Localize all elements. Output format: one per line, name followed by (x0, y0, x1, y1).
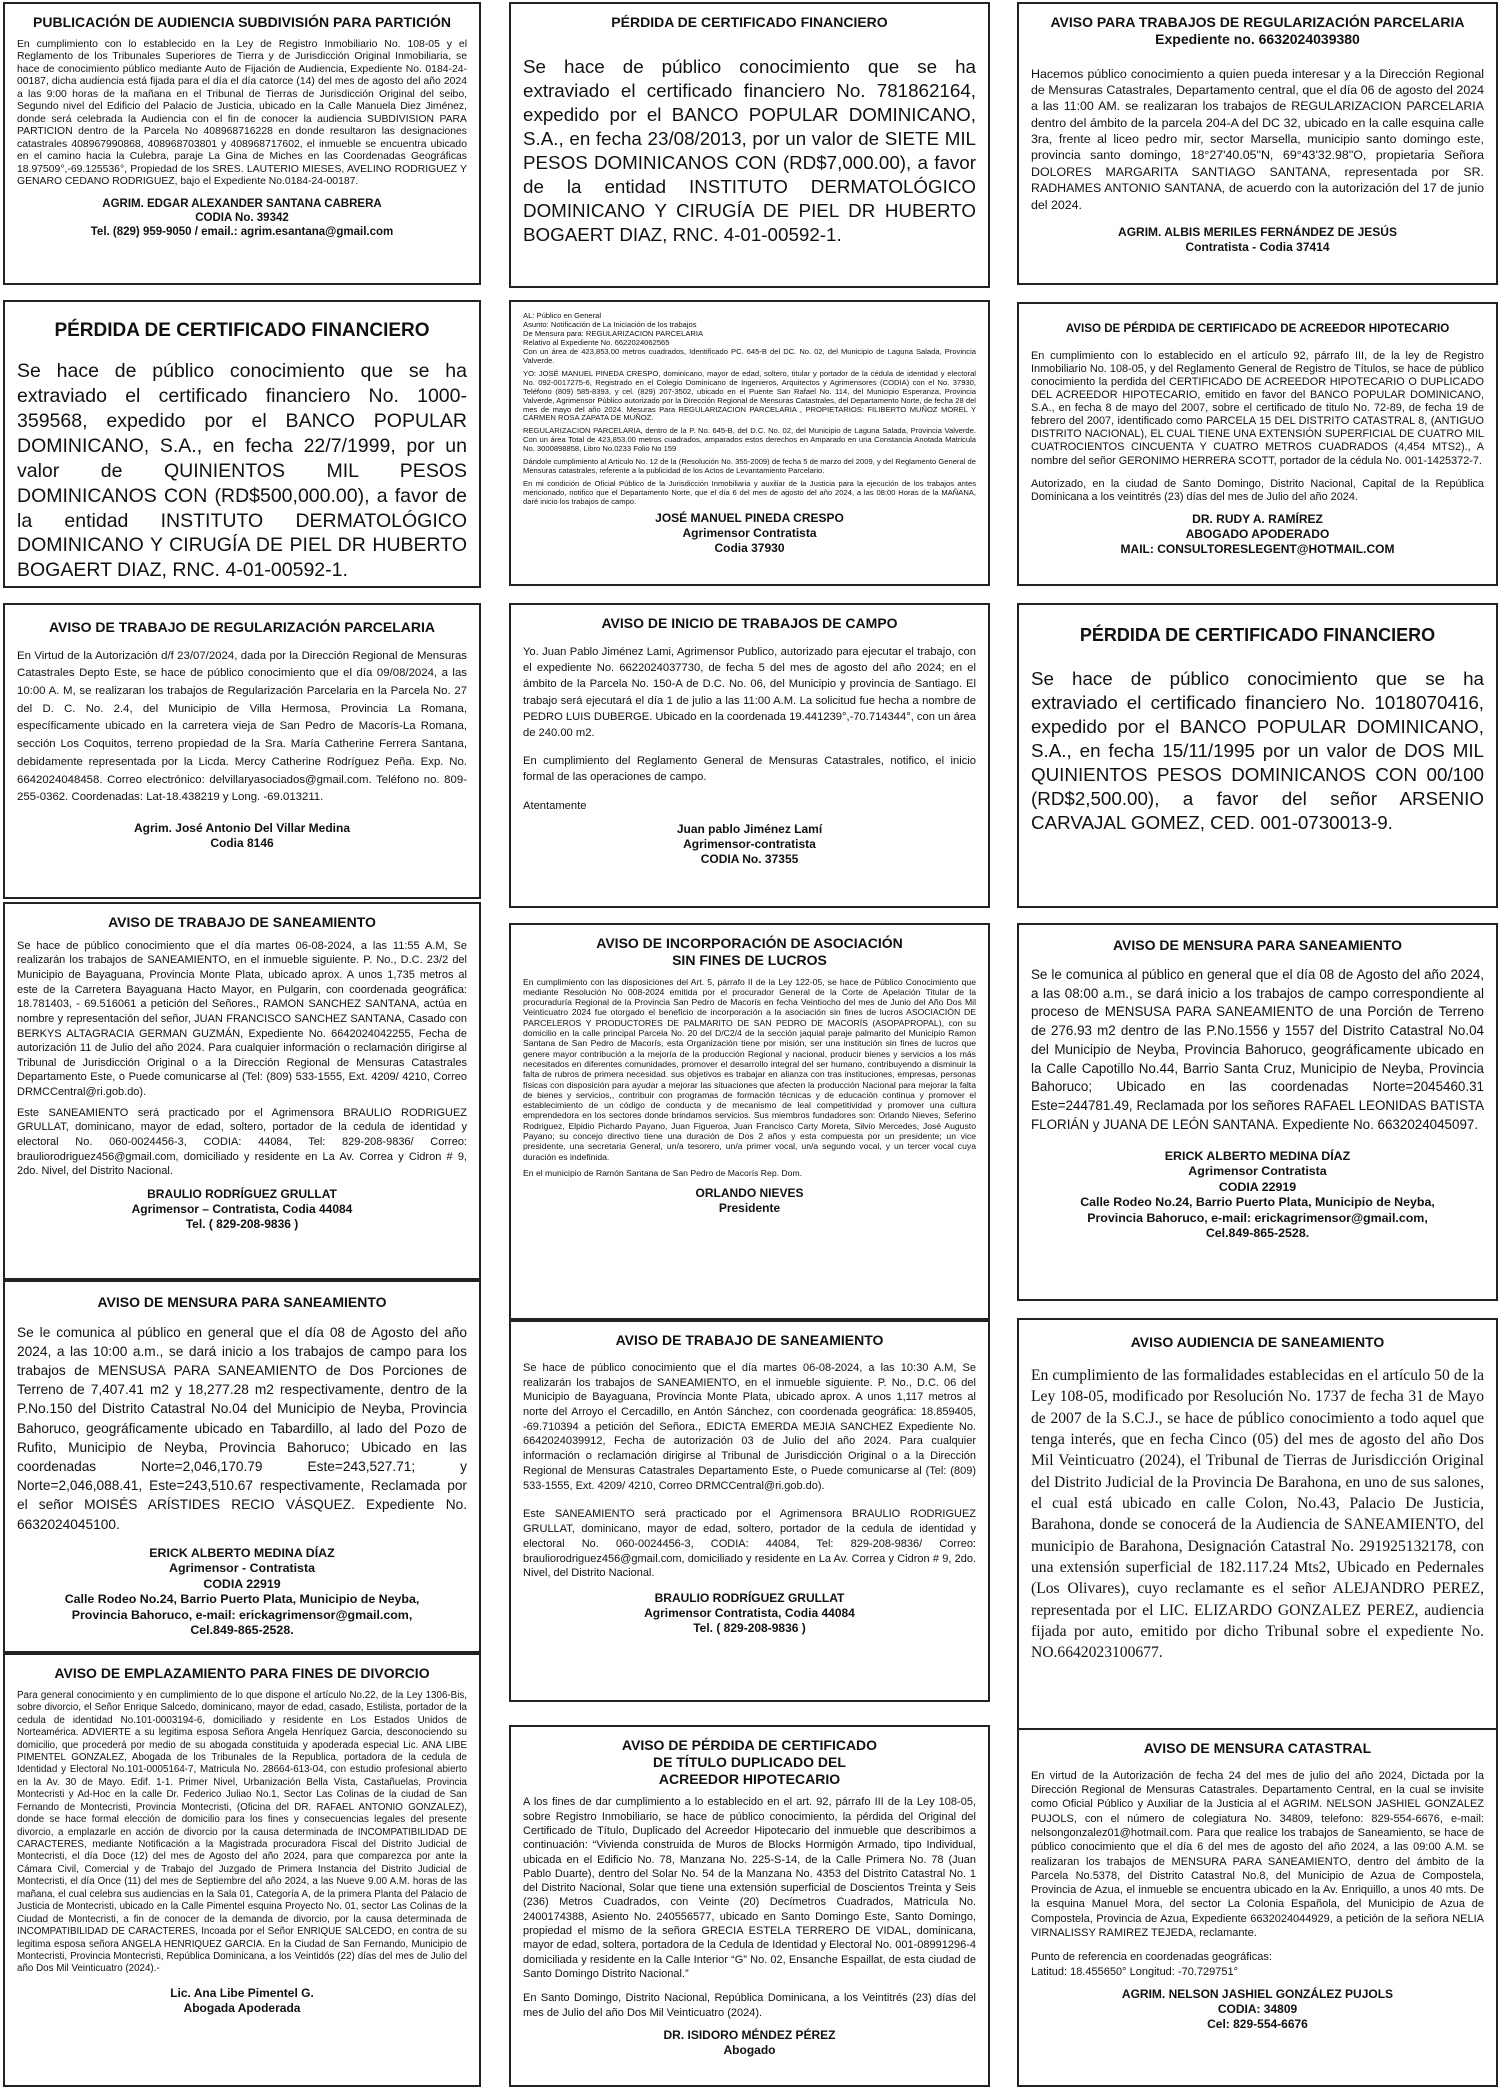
signature-name: AGRIM. EDGAR ALEXANDER SANTANA CABRERA (102, 197, 382, 210)
notice-paragraph: Atentamente (523, 799, 587, 812)
notice-paragraph: Dándole cumplimiento al Articulo No. 12 de la (Resolución No. 355-2009) de fecha 5 de marzo del 2009, y del Reglamento General de Mensuras catastrales, referente a la publicidad de los Actos de Levantamiento Parcelario. (523, 457, 976, 476)
signature-name: AGRIM. ALBIS MERILES FERNÁNDEZ DE JESÚS (1118, 224, 1397, 239)
notice-body (523, 644, 976, 814)
signature-name: AGRIM. NELSON JASHIEL GONZÁLEZ PUJOLS (1121, 1986, 1394, 2001)
notice-paragraph: A los fines de dar cumplimiento a lo establecido en el art. 92, párrafo III de la Ley 108-05, sobre Registro Inmobiliario, se hace de público conocimiento, la pérdida del Original del Certificado de Título, Duplicado del Acreedor Hipotecario del inmueble que describimos a continuación: “Vivienda construida de Muros de Blocks Hormigón Armado, tipo Individual, ubicada en el Edificio No. 78, Manzana No. 225-S-14, de la Calle Primera No. 78 (Juan Pablo Duarte), dentro del Solar No. 54 de la Manzana No. 4353 del Distrito Catastral No. 1 del Distrito Nacional, Solar que tiene una extensión superficial de Doscientos Treinta y Seis (236) Metros Cuadrados, con Veinte (20) Decímetros Cuadrados, Matricula No. 2400174388, Asiento No. 240556577, ubicado en Santo Domingo Este, Santo Domingo, propiedad el mismo de la señora GRECIA ESTELA TERRERO DE VIDAL, dominicana, mayor de edad, soltera, portadora de la Cedula de Identidad y Electoral No. 001-08991296-4 domiciliada y residente en la Calle Interior “G” No. 02, Ensanche Espaillat, de esta ciudad de Santo Domingo Distrito Nacional.” (523, 1796, 976, 1980)
notice-title (1031, 14, 1484, 48)
notice-title-line: AVISO DE INCORPORACIÓN DE ASOCIACIÓN (596, 935, 903, 951)
notice-audiencia-subdivision (3, 2, 481, 285)
notice-body: Se hace de público conocimiento que se ha extraviado el certificado financiero No. 1018070416, expedido por el BANCO POPULAR DOMINICANO, S.A., en fecha 15/11/1995 por un valor de DOS MIL QUINIENTOS PESOS DOMINICANOS CON 00/100 (RD$2,500.00), a favor del señor ARSENIO CARVAJAL GOMEZ, CED. 001-0730013-9. (1031, 667, 1484, 833)
notice-perdida-duplicado-acreedor (509, 1725, 990, 2087)
notice-title: AVISO DE TRABAJO DE REGULARIZACIÓN PARCELARIA (48, 619, 436, 635)
signature-codia: Contratista - Codia 37414 (1185, 239, 1330, 254)
signature-address: Calle Rodeo No.24, Barrio Puerto Plata, Municipio de Neyba, (64, 1592, 420, 1607)
signature-role: Agrimensor - Contratista (169, 1561, 315, 1576)
notice-title: AVISO DE TRABAJO DE SANEAMIENTO (615, 1332, 884, 1348)
notice-paragraph: Autorizado, en la ciudad de Santo Domingo, Distrito Nacional, Capital de la República Dominicana a los veintitrés (23) días del mes de Julio del año 2024. (1031, 477, 1484, 503)
signature-codia: CODIA: 34809 (1217, 2001, 1298, 2016)
notice-expediente: Expediente no. 6632024039380 (1155, 30, 1360, 47)
signature-name: ORLANDO NIEVES (695, 1186, 804, 1201)
notice-title-line: AVISO PARA TRABAJOS DE REGULARIZACIÓN PARCELARIA (1050, 14, 1465, 30)
memo-line: Con un área de 423,853.00 metros cuadrados, Identificado PC. 645-B del DC. No. 02, del Municipio de Laguna Salada, Provincia Valverde. (523, 346, 976, 365)
notice-paragraph: Este SANEAMIENTO será practicado por el Agrimensora BRAULIO RODRIGUEZ GRULLAT, dominicano, mayor de edad, soltero, portador de la cedula de identidad y electoral No. 060-0024456-3, CODIA: 44084, Tel: 829-208-9836/ Correo: brauliorodriguez456@gmail.com, domiciliado y residente en La Av. Correa y Cidron # 9, 2do. Nivel, del Distrito Nacional. (17, 1106, 467, 1178)
notice-perdida-certificado-500000 (3, 300, 481, 588)
signature-email: MAIL: CONSULTORESLEGENT@HOTMAIL.COM (1120, 541, 1395, 556)
notice-paragraph: En el municipio de Ramón Santana de San Pedro de Macorís Rep. Dom. (523, 1167, 803, 1178)
signature-phone: Cel.849-865-2528. (190, 1623, 294, 1638)
signature-role: Presidente (718, 1201, 781, 1216)
signature-block (523, 822, 976, 867)
signature-codia: CODIA 22919 (203, 1576, 281, 1591)
signature-block (1031, 1987, 1484, 2032)
notice-title-line: SIN FINES DE LUCROS (672, 951, 827, 968)
signature-address: Calle Rodeo No.24, Barrio Puerto Plata, Municipio de Neyba, (1080, 1195, 1435, 1210)
signature-phone: Tel. ( 829-208-9836 ) (693, 1621, 806, 1636)
notice-paragraph: REGULARIZACION PARCELARIA, dentro de la P. No. 645-B, del D.C. No. 02, del Municipio de Laguna Salada, Provincia Valverde. Con un área Total de 423,853.00 metros cuadrados, amparados estos derechos en Amparado en una Constancia Anotada Matricula No. 3000898858, Libro No.0233 Folio No 159 (523, 426, 976, 454)
notice-paragraph: Punto de referencia en coordenadas geográficas: (1031, 1951, 1272, 1964)
signature-block (17, 821, 467, 851)
signature-block (1031, 512, 1484, 557)
signature-block (523, 511, 976, 556)
notice-title-line: ACREEDOR HIPOTECARIO (658, 1770, 841, 1787)
notice-title (523, 935, 976, 969)
signature-block (1031, 225, 1484, 255)
notice-body: En cumplimiento con lo establecido en la Ley de Registro Inmobiliario No. 108-05 y el Reglamento de los Tribunales Superiores de Tierra y de Jurisdicción Original Inmobiliaria, se hace de conocimiento público mediante Auto de Fijación de Audiencia, Expediente No. 0184-24-00187, dicha audiencia está fijada para el día el día catorce (14) del mes de agosto del año 2024 a las 9:00 horas de la mañana en el Tribunal de Tierras de Jurisdicción Original del seibo, Segundo nivel del Edificio del Palacio de Justicia, ubicado en la Calle Manuela Diez Jiménez, donde será celebrada la Audiencia con el fin de conocer la audiencia SUBDIVISION PARA PARTICION dentro de la Parcela No 408968716228 en donde resultaron las designaciones catastrales 408967990868, 408968703801 y 408968717602, el inmueble se encuentra ubicado en el camino hacia la Culebra, paraje La Gina de Miches en las Coordenadas Geográficas 18.97509°,-69.125536°, Propiedad de los SRES. LAUTERIO MIESES, AVELINO RODRIGUEZ Y GENARO CEDANO RODRIGUEZ, bajo el Expediente No.0184-24-00187. (17, 38, 467, 188)
signature-phone: Cel: 829-554-6676 (1207, 2016, 1308, 2031)
signature-block (523, 1591, 976, 1636)
notice-title: PÉRDIDA DE CERTIFICADO FINANCIERO (1079, 625, 1436, 645)
notice-body: Se hace de público conocimiento que se ha extraviado el certificado financiero No. 1000-359568, expedido por el BANCO POPULAR DOMINICANO, S.A., en fecha 22/7/1999, por un valor de QUINIENTOS MIL PESOS DOMINICANOS CON (RD$500,000.00), a favor de la entidad INSTITUTO DERMATOLÓGICO DOMINICANO Y CIRUGÍA DE PIEL DR HUBERTO BOGAERT DIAZ, RNC. 4-01-00592-1. (17, 359, 467, 582)
signature-role: Agrimensor-contratista (683, 836, 816, 851)
notice-title: AVISO DE INICIO DE TRABAJOS DE CAMPO (601, 615, 898, 631)
notice-mensura-saneamiento-neyba (1017, 923, 1498, 1301)
notice-paragraph: YO: JOSÉ MANUEL PINEDA CRESPO, dominicano, mayor de edad, soltero, titular y portador de la cédula de identidad y electoral No. 092-0017275-6, Registrado en el Colegio Dominicano de Ingenieros, Arquitectos y Agrimensores (CODIA) con el No. 37930, Teléfono (809) 585-8393, y cel. (829) 207-3502, ubicado en el Puente San Rafael No. 114, del Municipio Esperanza, Provincia Valverde, Agrimensor Público autorizado por la Dirección Regional de Mensuras Catastrales, del Departamento Norte, de fecha 28 del mes de mayo del año 2024. Mesuras Para REGULARIZACION PARCELARIA , PROPIETARIOS: FILIBERTO MUÑOZ MOREL Y CARMEN ROSA ZAPATA DE MUÑOZ. (523, 368, 976, 423)
memo-line: Relativo al Expediente No. 6622024062565 (523, 337, 670, 347)
signature-role: Agrimensor Contratista, Codia 44084 (644, 1606, 855, 1621)
notice-title (523, 1737, 976, 1787)
memo-line: Asunto: Notificación de La Iniciación de los trabajos (523, 319, 697, 329)
notice-mensura-catastral-azua (1017, 1728, 1498, 2087)
notice-title: AVISO DE PÉRDIDA DE CERTIFICADO DE ACREEDOR HIPOTECARIO (1065, 322, 1450, 335)
notice-saneamiento-bayaguana-2 (509, 1320, 990, 1702)
notice-body: En cumplimiento de las formalidades establecidas en el artículo 50 de la Ley 108-05, modificado por Resolución No. 1737 de fecha 31 de Mayo de 2007 de la S.C.J., se hace de público conocimiento a todo aquel que tenga interés, que en fecha Cinco (05) del mes de agosto del año Dos Mil Veinticuatro (2024), el Tribunal de Tierras de Jurisdicción Original del Distrito Judicial de la Provincia De Barahona, en uno de sus salones, el cual está ubicado en calle Colon, No.43, Palacio De Justicia, Barahona, donde se conocerá de la Audiencia de SANEAMIENTO, del municipio de Barahona, Designación Catastral No. 291925132178, con una extensión superficial de 182.117.24 Mts2, Ubicado en Pedernales (Los Olivares), cuyo reclamante es el señor ALEJANDRO PEREZ, representada por el LIC. ELIZARDO GONZALEZ PEREZ, audiencia fijada por auto, emitido por dicho Tribunal sobre el expediente No. NO.6642023100677. (1031, 1366, 1484, 1662)
signature-codia: CODIA No. 39342 (195, 211, 289, 224)
signature-name: ERICK ALBERTO MEDINA DÍAZ (1164, 1148, 1351, 1163)
signature-block (17, 197, 467, 240)
notice-title: PÉRDIDA DE CERTIFICADO FINANCIERO (54, 320, 430, 341)
notice-paragraph: Este SANEAMIENTO será practicado por el Agrimensora BRAULIO RODRIGUEZ GRULLAT, dominicano, mayor de edad, soltero, portador de la cedula de identidad y electoral No. 060-0024456-3, CODIA: 44084, Tel: 829-208-9836/ Correo: brauliorodriguez456@gmail.com, domiciliado y residente en La Av. Correa y Cidron # 9, 2do. Nivel, del Distrito Nacional. (523, 1508, 976, 1580)
notice-body (523, 977, 976, 1179)
signature-role: ABOGADO APODERADO (1185, 526, 1330, 541)
notice-regularizacion-parcelaria-marsella (1017, 2, 1498, 285)
signature-block (523, 1186, 976, 1216)
signature-codia: CODIA 22919 (1218, 1179, 1297, 1194)
notice-body (1031, 1769, 1484, 1979)
notice-incorporacion-asociacion (509, 923, 990, 1320)
signature-block (523, 2028, 976, 2058)
notice-mensura-saneamiento-tabardillo (3, 1280, 481, 1653)
signature-email: Provincia Bahoruco, e-mail: erickagrimensor@gmail.com, (71, 1607, 413, 1622)
signature-name: ERICK ALBERTO MEDINA DÍAZ (149, 1545, 335, 1560)
signature-name: Agrim. José Antonio Del Villar Medina (133, 820, 351, 835)
signature-block (17, 1187, 467, 1232)
signature-name: DR. ISIDORO MÉNDEZ PÉREZ (663, 2027, 836, 2042)
signature-block (17, 1546, 467, 1639)
notice-paragraph: Yo. Juan Pablo Jiménez Lami, Agrimensor Publico, autorizado para ejecutar el trabajo, con el expediente No. 6622024037730, de fecha 5 del mes de agosto del año 2024; en el ámbito de la Parcela No. 150-A de D.C. No. 06, del Municipio y provincia de Santiago. El trabajo será ejecutará el día 1 de julio a las 11:00 A.M. La solicitud fue hecha a nombre de PEDRO LUIS DUBERGE. Ubicado en la coordenada 19.441239°,-70.714344°, con un área de 240.00 m2. (523, 645, 976, 739)
notice-body (1031, 350, 1484, 504)
notice-perdida-certificado-7000 (509, 2, 990, 288)
notice-body (523, 1795, 976, 2019)
memo-line: De Mensura para: REGULARIZACION PARCELARIA (523, 328, 704, 338)
signature-contact: Tel. (829) 959-9050 / email.: agrim.esantana@gmail.com (90, 226, 394, 239)
signature-codia: CODIA No. 37355 (700, 851, 799, 866)
notice-paragraph: Se hace de público conocimiento que el día martes 06-08-2024, a las 11:55 A.M, Se realizarán los trabajos de SANEAMIENTO, en el inmueble siguiente. P. No., D.C. 23/2 del Municipio de Bayaguana, Provincia Monte Plata, ubicado aprox. A unos 1,735 metros al este de la Carretera Bayaguana Hacto Mayor, en Pulgarin, con coordenada geográfica: 18.781403, - 69.516061 a petición del Señores., RAMON SANCHEZ SANTANA, actúa en nombre y representación del señor, JUAN FRANCISCO SANCHEZ SANTANA, Casado con BERKYS ALTAGRACIA GERMAN GUZMÁN, Expediente No. 6642024042255, Fecha de autorización 11 de Julio del año 2024. Para cualquier información o reclamación dirigirse al Tribunal de Jurisdicción Original o a la Dirección Regional de Mensuras Catastrales Departamento Este, o Puede comunicarse al (Tel: (809) 533-1555, Ext. 4209/ 4210, Correo DRMCCentral@ri.gob.do). (17, 939, 467, 1099)
signature-role: Abogada Apoderada (183, 2000, 301, 2015)
notice-title-line: DE TÍTULO DUPLICADO DEL (653, 1753, 846, 1770)
notice-body (523, 312, 976, 507)
signature-role: Agrimensor – Contratista, Codia 44084 (131, 1201, 353, 1216)
notice-emplazamiento-divorcio (3, 1653, 481, 2087)
signature-name: BRAULIO RODRÍGUEZ GRULLAT (147, 1186, 337, 1201)
signature-name: DR. RUDY A. RAMÍREZ (1192, 511, 1323, 526)
notice-paragraph: En cumplimiento con las disposiciones del Art. 5, párrafo II de la Ley 122-05, se hace de Público Conocimiento que mediante Resolución No 008-2024 emitida por el procurador General de la Corte de Apelación Titular de la procuraduría Regional de la Provincia San Pedro de Macorís en fecha Veintiocho del mes de Junio del Año Dos Mil Veinticuatro 2024 fue otorgado el beneficio de incorporación a la asociación sin fines de lucros ASOCIACIÓN DE PARCELEROS Y PRODUCTORES DE PALMARITO DE SAN PEDRO DE MACORÍS (ASOPAPROPAL), con su domicilio en la calle principal Parcela No. 20 del D/C2/4 de la sección jaquial paraje palmarito del Municipio Ramon Santana de San Pedro de Macorís, esta Organización tiene por misión, ser una institución sin fines de lucros que genere mayor contribución a la mejoría de la producción Regional y nacional, producir bienes y servicios a los más necesitados en diferentes comunidades, promover el desarrollo integral del ser humano, contribuyendo a disminuir la falta de rubros de primera necesidad. sus objetivos es trabajar en alianza con tras instituciones, empresas, personas físicas con disposición para ayudar a mejorar las situaciones que afecten la producción Nacional para mejorar la falta de bienes y servicios,, contribuir con programas de formación técnicas y de educación continua y promover el establecimiento de un código de conducta y de mecanismo de leal competitividad y promover una cultura emprendedora en los sectores donde brindamos servicios. Sus miembros fundadores son: Orlando Nieves, Seferino Rodriguez, Elpidio Pichardo Payano, Juan Figueroa, Juan Francisco Carty Moreta, Silvio Mercedes, José Augusto Payano; su concejo directivo tiene una duración de Dos 2 años y esta compuesta por un presidente; un vice presidente, una secretaria General, un/a tesorero, un/a primer vocal, un/a segundo vocal, y un tercer vocal cuya duración es indefinida. (523, 976, 976, 1162)
signature-name: Juan pablo Jiménez Lamí (676, 821, 823, 836)
notice-saneamiento-bayaguana-1 (3, 902, 481, 1280)
notice-title: AVISO DE MENSURA PARA SANEAMIENTO (97, 1294, 387, 1310)
notice-perdida-certificado-2500 (1017, 603, 1498, 908)
signature-block (17, 1986, 467, 2016)
notice-body: En Virtud de la Autorización d/f 23/07/2024, dada por la Dirección Regional de Mensuras Catastrales Depto Este, se hace de público conocimiento que el día 09/08/2024, a las 10:00 A. M, se realizaran los trabajos de Regularización Parcelaria en la Parcela No. 27 del D. C. No. 2.4, del Municipio de Villa Hermosa, Provincia La Romana, específicamente ubicado en la carretera vieja de San Pedro de Macorís-La Romana, sección Los Coquitos, terreno propiedad de la Sra. María Catherine Ferrera Santana, debidamente representada por la Licda. Mercy Catherine Rodríguez Peña. Exp. No. 6642024048458. Correo electrónico: delvillaryasociados@gmail.com. Teléfono no. 809-255-0362. Coordenadas: Lat-18.438219 y Long. -69.013211. (17, 649, 467, 804)
notice-paragraph: En virtud de la Autorización de fecha 24 del mes de julio del año 2024, Dictada por la Dirección Regional de Mensuras Catastrales. Departamento Central, en la cual se invisite como Oficial Público y Auxiliar de la Justicia al el AGRIM. NELSON JASHIEL GONZALEZ PUJOLS, con el número de colegiatura No. 34809, telefono: 829-554-6676, e-mail: nelsongonzalez01@hotmail.com. Para que realice los trabajos de Saneamiento, se hace de público conocimiento que el día 6 del mes de agosto del año 2024, a las 09:00 A.M. se realizaran los trabajos de MENSURA PARA SANEAMIENTO, dentro del ámbito de la Parcela No.5378, del Distrito Catastral No.8, del Municipio de Azua de Compostela, Provincia de Azua, el inmueble se encuentra ubicado en la Av. Enriquillo, a unos 40 mts. De la esquina Manuel Mora, del sector La Colonia Española, del Municipio de Azua de Compostela, Provincia de Azua, Expediente 6632024044929, a petición de la señora NELIA VIRNALISSY RAMIREZ TEJEDA, reclamante. (1031, 1769, 1484, 1940)
notice-paragraph: En cumplimiento del Reglamento General de Mensuras Catastrales, notifico, el inicio formal de las operaciones de campo. (523, 755, 976, 784)
notice-body: Se le comunica al público en general que el día 08 de Agosto del año 2024, a las 08:00 a.m., se dará inicio a los trabajos de campo correspondiente al proceso de MENSUSA PARA SANEAMIENTO de una Porción de Terreno de 276.93 m2 dentro de las P.No.1556 y 1557 del Distrito Catastral No.04 del Municipio de Neyba, Provincia Bahoruco, geográficamente ubicado en la Calle Capotillo No.44, Barrio Santa Cruz, Municipio de Neyba, Provincia Bahoruco; Ubicado en las coordenadas Norte=2045460.31 Este=244781.49, Reclamada por los señores RAFAEL LEONIDAS BATISTA FLORIÁN y JUANA DE LEÓN SANTANA. Expediente No. 6632024045097. (1031, 966, 1484, 1132)
notice-title: PUBLICACIÓN DE AUDIENCIA SUBDIVISIÓN PARA PARTICIÓN (33, 14, 451, 30)
notice-body: Se hace de público conocimiento que se ha extraviado el certificado financiero No. 781862164, expedido por el BANCO POPULAR DOMINICANO, S.A., en fecha 23/08/2013, por un valor de SIETE MIL PESOS DOMINICANOS CON (RD$7,000.00), a favor de la entidad INSTITUTO DERMATOLÓGICO DOMINICANO Y CIRUGÍA DE PIEL DR HUBERTO BOGAERT DIAZ, RNC. 4-01-00592-1. (523, 55, 976, 246)
notice-paragraph: Se hace de público conocimiento que el día martes 06-08-2024, a las 10:30 A.M, Se realizarán los trabajos de SANEAMIENTO, en el inmueble siguiente. P. No., D.C. 06 del Municipio de Bayaguana, Provincia Monte Plata, ubicado aprox. A unos 1,117 metros al norte del Arroyo el Cercadillo, en Antón Sánchez, con coordenada geográfica: 18.859405, -69.710394 a petición del Señora., EDICTA EMERDA MEJIA SANCHEZ Expediente No. 6642024039912, Fecha de autorización 03 de Julio del año 2024. Para cualquier información o reclamación dirigirse al Tribunal de Jurisdicción Original o a la Dirección Regional de Mensuras Catastrales Departamento Este, o Puede comunicarse al (Tel: (809) 533-1555, Ext. 4209/ 4210, Correo DRMCCentral@ri.gob.do). (523, 1361, 976, 1492)
notice-body: Para general conocimiento y en cumplimiento de lo que dispone el artículo No.22, de la Ley 1306-Bis, sobre divorcio, el Señor Enrique Salcedo, dominicano, mayor de edad, casado, Estilista, portador de la cedula de identidad No.101-0003194-6, domiciliado y residente en Los Estados Unidos de Norteamérica. ADVIERTE a su legitima esposa Señora Angela Henríquez Garcia, desconociendo su domicilio, que procederá por medio de su abogada constituida y apoderada especial Lic. ANA LIBE PIMENTEL GONZALEZ, Abogada de los Tribunales de la Republica, portadora de la cedula de Identidad y Electoral No.101-0005164-7, Matricula No. 28664-613-04, con estudio profesional abierto en la Av. 30 de Mayo. Edif. 1-1. Primer Nivel, Urbanización Bella Vista, Castañuelas, Provincia Montecristi y Ad-Hoc en la calle Dr. Federico Juliao No.1, Sector Las Colinas de la ciudad de San Fernando de Montecristi, Provincia Montecristi, (Oficina del DR. RAFAEL ANTONIO GONZALEZ), donde se hace formal elección de domicilio para los fines y consecuencias legales del presente divorcio, a emplazarle en acción de divorcio por la causa determinada de INCOMPATIBILIDAD DE CARACTERES, mediante Notificación a la Magistrada procuradora Fiscal del Distrito Judicial de Montecristi, el día Doce (12) del mes de Agosto del año 2024, para que comparezca por ante la Cámara Civil, Comercial y de Trabajo del Juzgado de Primera Instancia del Distrito Judicial de Montecristi, el día Once (11) del mes de Septiembre del año 2024, a las Nueve 9.00 A.M. horas de las mañana, el cual celebra sus audiencias en la Sala 01, Categoría A, de la primera Planta del Palacio de Justicia de Montecristi, ubicado en la Calle Pimentel esquina Proyecto No. 01, sector Las Colinas de la Ciudad de Montecristi, a fin de conocer de la demanda de divorcio, por la causa determinada de INCOMPATIBILIDAD DE CARACTERES, Incoada por el Señor ENRIQUE SALCEDO, en contra de su legitima esposa señora ANGELA HENRIQUEZ GARCIA. En la Ciudad de San Fernando, Municipio de Montecristi, Provincia Montecristi, República Dominicana, a los Veintidós (22) días del mes de Julio del año Dos Mil Veinticuatro (2024).- (17, 1689, 467, 1975)
notice-paragraph: En cumplimiento con lo establecido en el artículo 92, párrafo III, de la ley de Registro Inmobiliario No. 108-05, y del Reglamento General de Registro de Títulos, se hace de público conocimiento la perdida del CERTIFICADO DE ACREEDOR HIPOTECARIO O DUPLICADO DEL ACREEDOR HIPOTECARIO, emitido en favor del BANCO POPULAR DOMINICANO, S.A., en fecha 8 de mayo del 2007, sobre el certificado de titulo No. 72-89, de fecha 19 de febrero del 2007, identificado como PARCELA 15 DEL DISTRITO CATASTRAL 8, (ANTIGUO DISTRITO NACIONAL), EL CUAL TIENE UNA EXTENSIÓN SUPERFICIAL DE CUATRO MIL CUATROCIENTOS CINCUENTA Y CUATRO METROS CUADRADOS (4,454 MTS2)., A nombre del señor GERONIMO HERRERA SCOTT, portador de la cédula No. 001-1425372-7. (1031, 349, 1484, 467)
signature-phone: Tel. ( 829-208-9836 ) (185, 1216, 299, 1231)
notice-notificacion-regularizacion-laguna-salada (509, 300, 990, 586)
notice-body (17, 939, 467, 1179)
notice-title: AVISO DE EMPLAZAMIENTO PARA FINES DE DIVORCIO (54, 1665, 430, 1681)
signature-codia: Codia 37930 (714, 541, 785, 556)
notice-perdida-acreedor-hipotecario (1017, 302, 1498, 586)
notice-body: Se le comunica al público en general que el día 08 de Agosto del año 2024, a las 10:00 a.m., se dará inicio a los trabajos de campo para los trabajos de MENSUSA PARA SANEAMIENTO de Dos Porciones de Terreno de 7,407.41 m2 y 18,277.28 m2 respectivamente, dentro de la P.No.150 del Distrito Catastral No.04 del Municipio de Neyba, Provincia Bahoruco, geográficamente ubicado en Tabardillo, al lado del Pozo de Rufito, Municipio de Neyba, Provincia Bahoruco; Ubicado en las coordenadas Norte=2,046,170.79 Este=243,527.71; y Norte=2,046,088.41, Este=243,510.67 respectivamente, Reclamada por el señor MOISÉS ARÍSTIDES RECIO VÁSQUEZ. Expediente No. 6632024045100. (17, 1324, 467, 1532)
signature-codia: Codia 8146 (210, 835, 274, 850)
notice-paragraph: En Santo Domingo, Distrito Nacional, República Dominicana, a los Veintitrés (23) días del mes de Julio del año Dos Mil Veinticuatro (2024). (523, 1992, 976, 2019)
signature-name: BRAULIO RODRÍGUEZ GRULLAT (654, 1591, 845, 1606)
notice-audiencia-saneamiento-barahona (1017, 1318, 1498, 1731)
notice-title: AVISO AUDIENCIA DE SANEAMIENTO (1130, 1334, 1385, 1350)
notice-inicio-trabajos-campo (509, 603, 990, 908)
notice-body: Hacemos público conocimiento a quien pueda interesar y a la Dirección Regional de Mensuras Catastrales, Departamento central, que el día 06 de agosto del 2024 a las 11:00 AM. se realizaran los trabajos de REGULARIZACION PARCELARIA dentro del ámbito de la parcela 204-A del DC 32, ubicado en la calle esquina calle 3ra, frente al liceo pedro mir, sector Marsella, municipio santo domingo este, provincia santo domingo, 18°27'40.05"N, 69°43'32.98"O, propietaria Señora DOLORES MARGARITA SANTIAGO SANTANA, representada por SR. RADHAMES ANTONIO SANTANA, de acuerdo con la autorización del 17 de junio del 2024. (1031, 66, 1484, 212)
notice-title: AVISO DE MENSURA PARA SANEAMIENTO (1112, 937, 1403, 953)
signature-role: Abogado (723, 2042, 776, 2057)
notice-paragraph: En mi condición de Oficial Público de la Jurisdicción Inmobiliaria y auxiliar de la Justicia para la ejecución de los trabajos antes mencionado, notifico que el Departamento Norte, que el día 6 del mes de agosto del año 2024, a las 08:00 Horas de la MAÑANA, daré inicio los trabajos de campo. (523, 479, 976, 507)
signature-role: Agrimensor Contratista (682, 526, 817, 541)
notice-regularizacion-parcelaria-villa-hermosa (3, 603, 481, 899)
notice-title-line: AVISO DE PÉRDIDA DE CERTIFICADO (621, 1737, 878, 1753)
signature-phone: Cel.849-865-2528. (1205, 1226, 1310, 1241)
notice-title: PÉRDIDA DE CERTIFICADO FINANCIERO (611, 14, 888, 30)
notice-title: AVISO DE TRABAJO DE SANEAMIENTO (108, 914, 376, 930)
signature-email: Provincia Bahoruco, e-mail: erickagrimensor@gmail.com, (1087, 1210, 1428, 1225)
memo-line: AL: Público en General (523, 311, 602, 320)
notice-body (523, 1361, 976, 1581)
notice-coordinates: Latitud: 18.455650° Longitud: -70.729751° (1031, 1965, 1238, 1978)
signature-block (1031, 1149, 1484, 1242)
signature-name: Lic. Ana Libe Pimentel G. (170, 1985, 314, 2000)
signature-role: Agrimensor Contratista (1188, 1164, 1327, 1179)
signature-name: JOSÉ MANUEL PINEDA CRESPO (655, 511, 844, 526)
notice-title: AVISO DE MENSURA CATASTRAL (1143, 1740, 1372, 1756)
